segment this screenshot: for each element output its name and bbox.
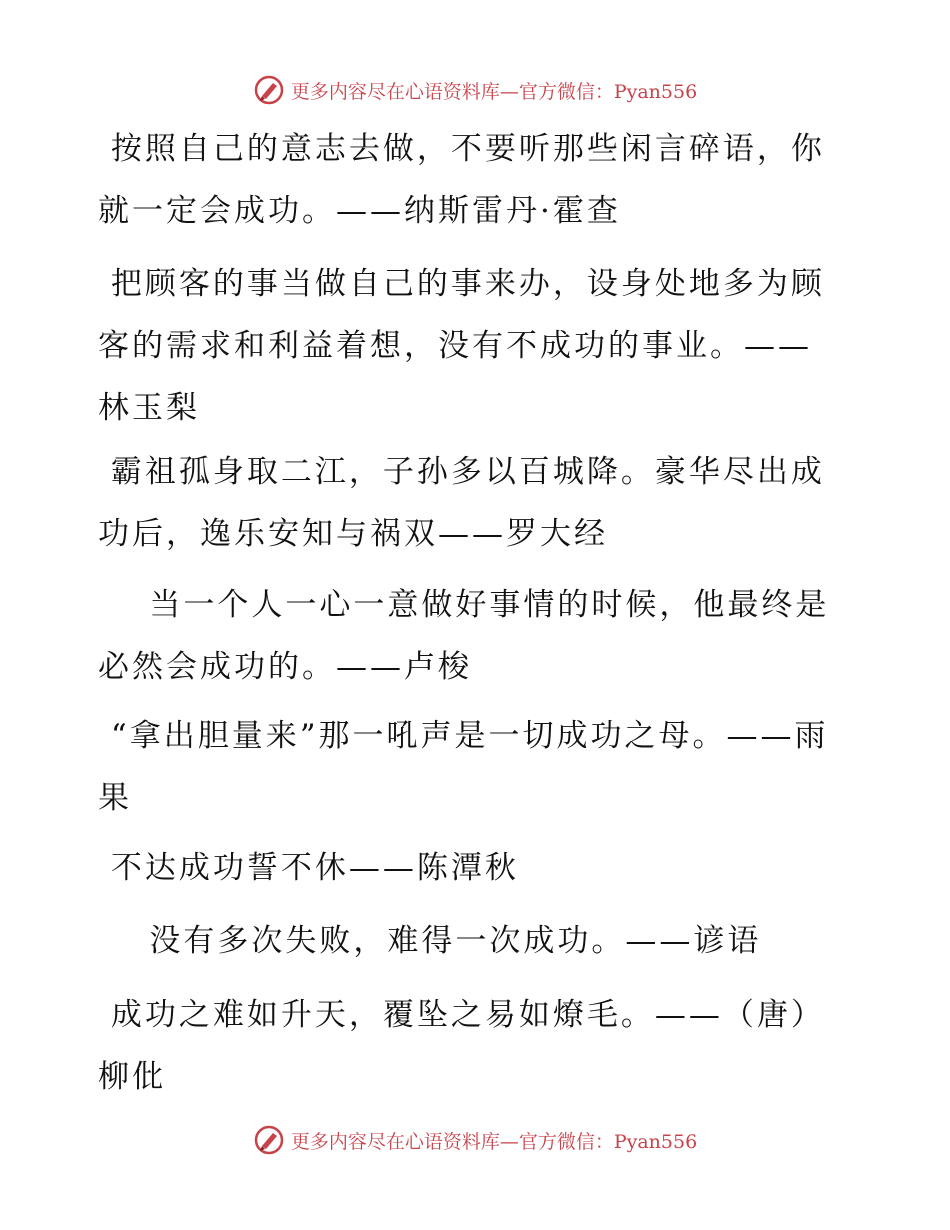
quote-7: 没有多次失败，难得一次成功。——谚语: [98, 923, 762, 959]
pen-seal-icon: [253, 74, 285, 106]
pen-seal-icon: [253, 1124, 285, 1156]
header-banner: [0, 70, 950, 110]
quote-5: “拿出胆量来”那一吼声是一切成功之母。——雨果: [98, 718, 829, 816]
quote-1: 按照自己的意志去做，不要听那些闲言碎语，你就一定会成功。——纳斯雷丹·霍查: [98, 131, 825, 229]
quote-6: 不达成功誓不休——陈潭秋: [98, 850, 519, 886]
quote-4: 当一个人一心一意做好事情的时候，他最终是必然会成功的。——卢梭: [98, 587, 830, 685]
quote-3: 霸祖孤身取二江，子孙多以百城降。豪华尽出成功后，逸乐安知与祸双——罗大经: [98, 454, 825, 552]
header-banner-text: 更多内容尽在心语资料库—官方微信：Pyan556: [290, 80, 698, 103]
footer-banner: [0, 1120, 950, 1160]
quote-2: 把顾客的事当做自己的事来办，设身处地多为顾客的需求和利益着想，没有不成功的事业。——林玉梨: [98, 266, 825, 426]
quote-8: 成功之难如升天，覆坠之易如燎毛。——（唐）柳仳: [98, 997, 825, 1095]
footer-banner-text: 更多内容尽在心语资料库—官方微信：Pyan556: [290, 1130, 698, 1153]
